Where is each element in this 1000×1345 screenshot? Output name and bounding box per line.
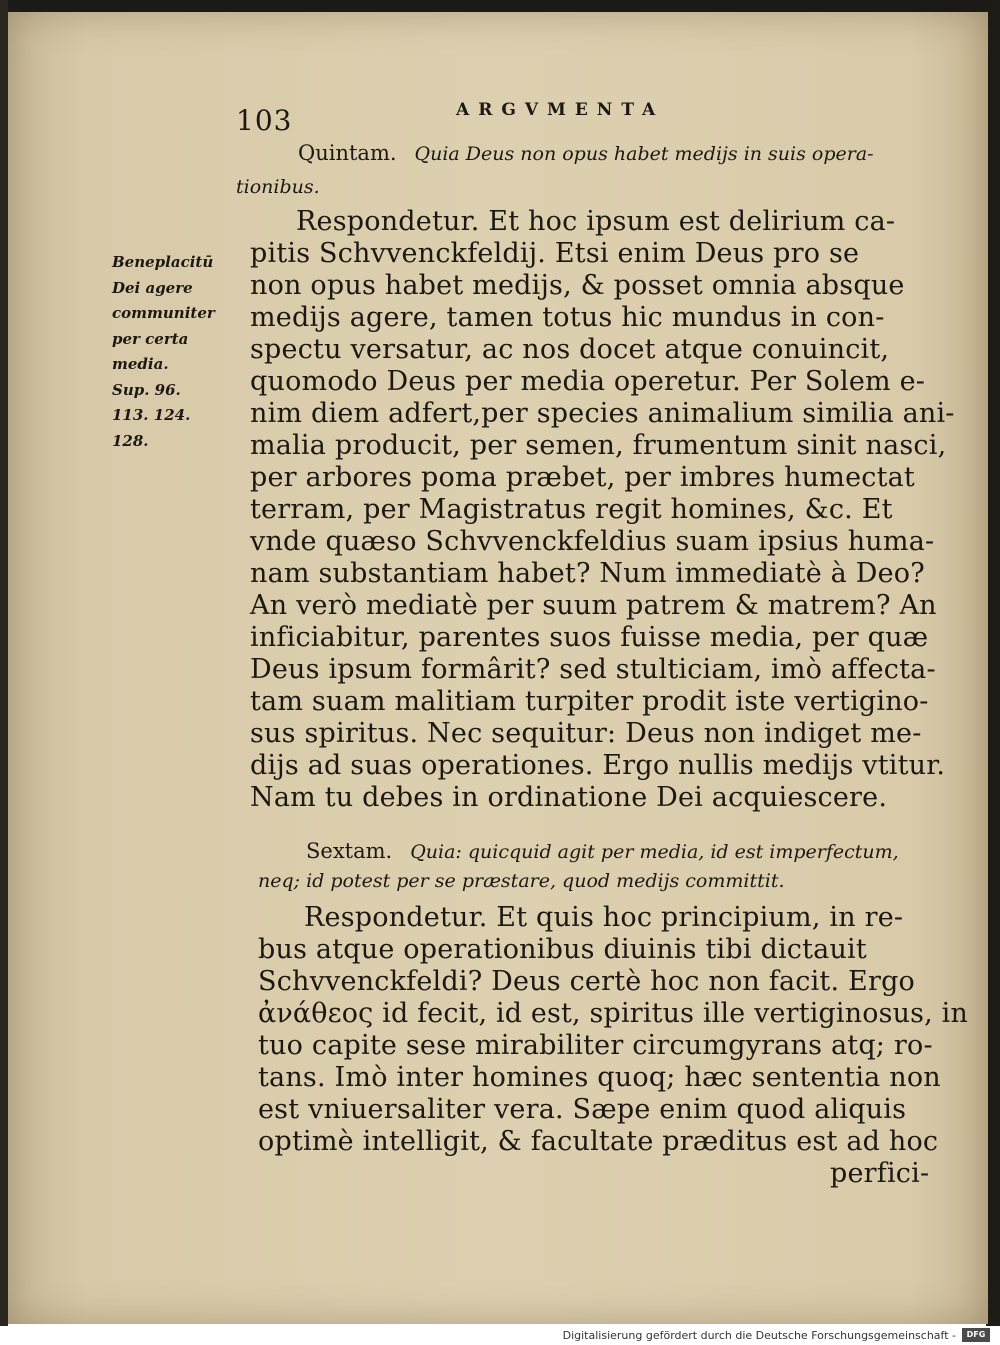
response1-line: tam suam malitiam turpiter prodit iste vertigino-	[250, 686, 929, 717]
response1-line: An verò mediatè per suum patrem & matrem? An	[250, 590, 937, 621]
response1-line: medijs agere, tamen totus hic mundus in con-	[250, 302, 885, 333]
response1-line: dijs ad suas operationes. Ergo nullis medijs vtitur.	[250, 750, 946, 781]
response1-line: quomodo Deus per media operetur. Per Solem e-	[250, 366, 926, 397]
response2-line: est vniuersaliter vera. Sæpe enim quod aliquis	[258, 1094, 907, 1125]
footer-credit: Digitalisierung gefördert durch die Deutsche Forschungsgemeinschaft -	[562, 1329, 956, 1342]
margin-note-line: Sup. 96.	[112, 380, 181, 399]
scan-border-left	[0, 0, 8, 1326]
response1-line: inficiabitur, parentes suos fuisse media, per quæ	[250, 622, 929, 653]
margin-note-line: media.	[112, 355, 169, 373]
response1-line: Deus ipsum formârit? sed stulticiam, imò affecta-	[250, 654, 936, 685]
response2-line: tuo capite sese mirabiliter circumgyrans atq; ro-	[258, 1030, 933, 1061]
quintam-text-1: Quia Deus non opus habet medijs in suis opera-	[414, 143, 874, 165]
response1-line: nam substantiam habet? Num immediatè à Deo?	[250, 558, 925, 589]
margin-note-line: Dei agere	[112, 278, 193, 297]
response2-line: Respondetur. Et quis hoc principium, in re-	[304, 902, 904, 933]
dfg-logo: DFG	[962, 1328, 990, 1342]
quintam-line-2: tionibus.	[236, 176, 320, 198]
sextam-text-1: Quia: quicquid agit per media, id est imperfectum,	[410, 841, 899, 863]
response1-line: malia producit, per semen, frumentum sinit nasci,	[250, 430, 947, 461]
sextam-line-1	[306, 838, 899, 865]
response2-line: ἀνάθεος id fecit, id est, spiritus ille vertiginosus, in	[258, 998, 968, 1029]
running-title: ARGVMENTA	[456, 100, 665, 120]
margin-note-line: communiter	[112, 304, 215, 322]
margin-note	[112, 250, 252, 454]
book-page	[8, 12, 988, 1324]
page-number: 103	[236, 104, 293, 137]
response1-line: sus spiritus. Nec sequitur: Deus non indiget me-	[250, 718, 922, 749]
response1-line: nim diem adfert,per species animalium similia ani-	[250, 398, 955, 429]
response2-line: tans. Imò inter homines quoq; hæc sententia non	[258, 1062, 941, 1093]
margin-note-line: per certa	[112, 329, 189, 348]
sextam-line-2: neq; id potest per se præstare, quod medijs committit.	[258, 870, 785, 892]
response1-line: Respondetur. Et hoc ipsum est delirium ca-	[296, 206, 896, 237]
margin-note-line: 113. 124.	[112, 406, 191, 424]
response2-line: bus atque operationibus diuinis tibi dictauit	[258, 934, 867, 965]
scan-border-right	[986, 0, 1000, 1326]
response1-line: per arbores poma præbet, per imbres humectat	[250, 462, 915, 493]
response2-line: optimè intelligit, & facultate præditus est ad hoc	[258, 1126, 939, 1157]
response1-line: spectu versatur, ac nos docet atque conuincit,	[250, 334, 890, 365]
response1-line: pitis Schvvenckfeldij. Etsi enim Deus pro se	[250, 238, 860, 269]
quintam-line-1	[298, 140, 874, 167]
sextam-label: Sextam.	[306, 839, 393, 863]
response2-line: Schvvenckfeldi? Deus certè hoc non facit. Ergo	[258, 966, 916, 997]
catchword: perfici-	[830, 1158, 930, 1189]
response1-line: non opus habet medijs, & posset omnia absque	[250, 270, 905, 301]
quintam-label: Quintam.	[298, 141, 397, 165]
margin-note-line: 128.	[112, 431, 149, 450]
response1-line: vnde quæso Schvvenckfeldius suam ipsius huma-	[250, 526, 935, 557]
response1-line: Nam tu debes in ordinatione Dei acquiescere.	[250, 782, 888, 813]
margin-note-line: Beneplacitū	[112, 253, 214, 271]
response1-line: terram, per Magistratus regit homines, &c. Et	[250, 494, 893, 525]
